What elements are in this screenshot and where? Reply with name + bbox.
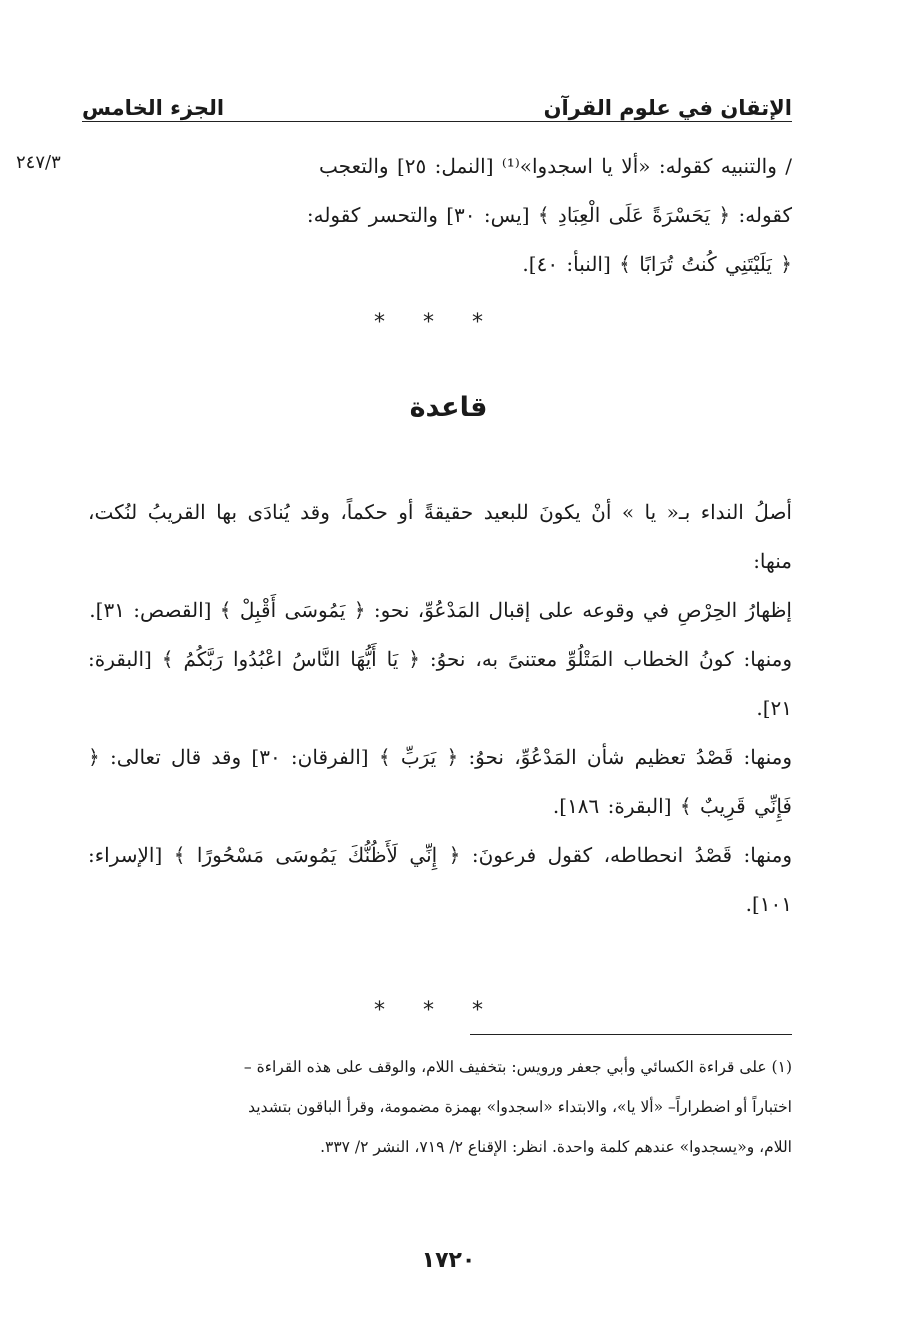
footnote-line: اللام، و«يسجدوا» عندهم كلمة واحدة. انظر: الإقناع ٢/ ٧١٩، النشر ٢/ ٣٣٧. bbox=[320, 1138, 792, 1156]
separator-top bbox=[374, 310, 483, 335]
footnote-line: (١) على قراءة الكسائي وأبي جعفر ورويس: بتخفيف اللام، والوقف على هذه القراءة – bbox=[243, 1058, 792, 1076]
intro-line: / والتنبيه كقوله: «ألا يا اسجدوا»⁽¹⁾ [النمل: ٢٥] والتعجب bbox=[319, 154, 792, 178]
asterisk-ornament: * bbox=[374, 998, 385, 1023]
footnote-rule bbox=[470, 1034, 792, 1035]
asterisk-ornament: * bbox=[472, 998, 483, 1023]
paragraph: إظهارُ الحِرْصِ في وقوعه على إقبال المَدْعُوِّ، نحو: ﴿ يَمُوسَى أَقْبِلْ ﴾ [القصص: ٣١]. bbox=[89, 598, 792, 622]
asterisk-ornament: * bbox=[472, 310, 483, 335]
asterisk-ornament: * bbox=[374, 310, 385, 335]
separator-bottom bbox=[374, 998, 483, 1023]
footnote-line: اختباراً أو اضطراراً– «ألا يا»، والابتداء «اسجدوا» بهمزة مضمومة، وقرأ الباقون بتشديد bbox=[248, 1098, 792, 1116]
intro-text bbox=[88, 142, 792, 289]
intro-line: ﴿ يَلَيْتَنِي كُنتُ تُرَابًا ﴾ [النبأ: ٤٠]. bbox=[522, 252, 792, 276]
paragraph: ومنها: قَصْدُ انحطاطه، كقول فرعونَ: ﴿ إِنِّي لَأَظُنُّكَ يَمُوسَى مَسْحُورًا ﴾ [الإسراء: ١٠١]. bbox=[88, 843, 792, 916]
book-title: الإتقان في علوم القرآن bbox=[543, 96, 792, 120]
intro-line: كقوله: ﴿ يَحَسْرَةً عَلَى الْعِبَادِ ﴾ [يس: ٣٠] والتحسر كقوله: bbox=[306, 203, 792, 227]
running-header bbox=[82, 72, 792, 120]
asterisk-ornament: * bbox=[423, 998, 434, 1023]
page-number: ١٧٢٠ bbox=[421, 1248, 476, 1273]
margin-reference: ٢٤٧/٣ bbox=[16, 152, 61, 173]
header-rule bbox=[82, 121, 792, 122]
paragraph: ومنها: كونُ الخطاب المَتْلُوِّ معتنىً به، نحوُ: ﴿ يَا أَيُّهَا النَّاسُ اعْبُدُوا رَبَّكُمُ ﴾ [البقرة: ٢١]. bbox=[88, 647, 792, 720]
volume-label: الجزء الخامس bbox=[82, 96, 225, 120]
footnotes bbox=[90, 1047, 792, 1167]
section-title: قاعدة bbox=[409, 392, 488, 423]
paragraph: ومنها: قَصْدُ تعظيم شأن المَدْعُوِّ، نحوُ: ﴿ يَرَبِّ ﴾ [الفرقان: ٣٠] وقد قال تعالى: ﴿ فَإِنِّي قَرِيبٌ ﴾ [البقرة: ١٨٦]. bbox=[88, 745, 792, 818]
paragraph: أصلُ النداء بـ« يا » أنْ يكونَ للبعيد حقيقةً أو حكماً، وقد يُنادَى بها القريبُ لنُكت، منها: bbox=[88, 500, 792, 573]
asterisk-ornament: * bbox=[423, 310, 434, 335]
main-text bbox=[88, 488, 792, 929]
